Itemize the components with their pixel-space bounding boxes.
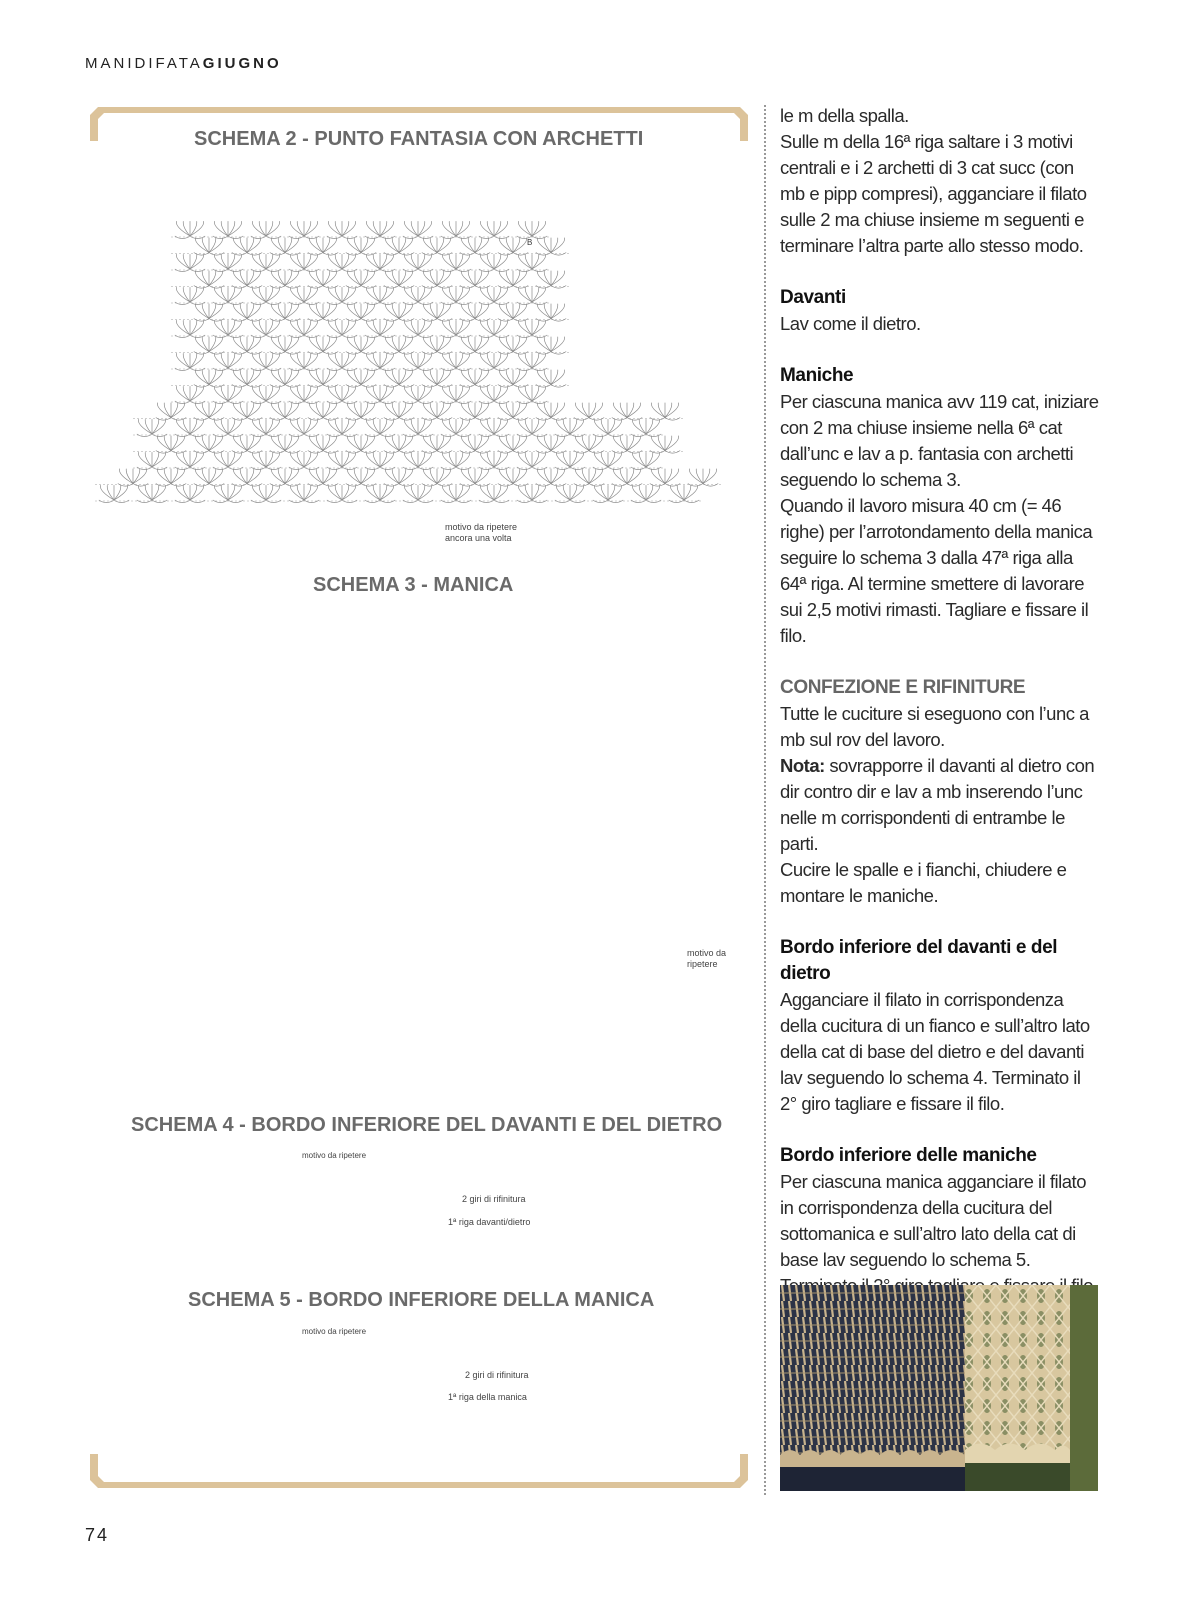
stitch-fan bbox=[251, 353, 281, 370]
stitch-fan bbox=[479, 452, 509, 469]
stitch-fan bbox=[308, 238, 338, 255]
stitch-fan bbox=[612, 403, 642, 420]
stitch-fan bbox=[346, 304, 376, 321]
stitch-fan bbox=[384, 304, 414, 321]
crochet-detail-photo bbox=[780, 1285, 1098, 1491]
stitch-fan bbox=[479, 485, 509, 502]
stitch-fan bbox=[536, 469, 566, 486]
stitch-fan bbox=[384, 337, 414, 354]
stitch-fan bbox=[232, 403, 262, 420]
stitch-fan bbox=[574, 469, 604, 486]
bottom-frame-bracket bbox=[84, 1450, 754, 1490]
stitch-fan bbox=[251, 287, 281, 304]
stitch-fan bbox=[99, 485, 129, 502]
stitch-fan bbox=[175, 287, 205, 304]
schema4-chart bbox=[280, 1150, 460, 1240]
stitch-fan bbox=[384, 271, 414, 288]
stitch-fan bbox=[536, 436, 566, 453]
stitch-fan bbox=[270, 337, 300, 354]
stitch-fan bbox=[650, 469, 680, 486]
stitch-fan bbox=[270, 271, 300, 288]
stitch-fan bbox=[479, 353, 509, 370]
stitch-fan bbox=[403, 419, 433, 436]
stitch-fan bbox=[175, 419, 205, 436]
stitch-fan bbox=[194, 436, 224, 453]
stitch-fan bbox=[517, 254, 547, 271]
schema4-title: SCHEMA 4 - BORDO INFERIORE DEL DAVANTI E DEL DIETRO bbox=[131, 1114, 723, 1136]
stitch-fan bbox=[232, 337, 262, 354]
stitch-fan bbox=[384, 370, 414, 387]
schema3-title: SCHEMA 3 - MANICA bbox=[313, 574, 514, 596]
stitch-fan bbox=[346, 238, 376, 255]
stitch-fan bbox=[498, 403, 528, 420]
stitch-fan bbox=[517, 419, 547, 436]
stitch-fan bbox=[498, 337, 528, 354]
stitch-fan bbox=[175, 320, 205, 337]
stitch-fan bbox=[213, 419, 243, 436]
stitch-fan bbox=[289, 320, 319, 337]
stitch-fan bbox=[441, 485, 471, 502]
stitch-fan bbox=[194, 469, 224, 486]
stitch-fan bbox=[175, 452, 205, 469]
stitch-fan bbox=[422, 469, 452, 486]
stitch-fan bbox=[441, 287, 471, 304]
stitch-fan bbox=[156, 436, 186, 453]
stitch-fan bbox=[251, 419, 281, 436]
stitch-fan bbox=[517, 221, 547, 238]
stitch-fan bbox=[555, 452, 585, 469]
stitch-fan bbox=[327, 485, 357, 502]
stitch-fan bbox=[232, 304, 262, 321]
stitch-fan bbox=[517, 287, 547, 304]
stitch-fan bbox=[441, 320, 471, 337]
stitch-fan bbox=[574, 403, 604, 420]
stitch-fan bbox=[574, 436, 604, 453]
stitch-fan bbox=[460, 337, 490, 354]
schema2-chart bbox=[85, 170, 735, 525]
issue-month: GIUGNO bbox=[202, 55, 282, 72]
schema2-repeat-note bbox=[445, 522, 517, 544]
stitch-fan bbox=[194, 271, 224, 288]
stitch-fan bbox=[346, 271, 376, 288]
schema2-repeat-note-line2: ancora una volta bbox=[445, 533, 512, 543]
stitch-fan bbox=[498, 370, 528, 387]
stitch-fan bbox=[460, 403, 490, 420]
stitch-fan bbox=[194, 238, 224, 255]
stitch-fan bbox=[308, 436, 338, 453]
stitch-fan bbox=[232, 436, 262, 453]
maniche-text2: Quando il lavoro misura 40 cm (= 46 righe) per l’arrotondamento della manica seguire lo schema 3 dalla 47ª riga alla 64ª riga. Al termine smettere di lavorare sui 2,5 motivi rimasti. Tagliare e fissare il filo. bbox=[780, 495, 1093, 646]
stitch-fan bbox=[650, 436, 680, 453]
stitch-fan bbox=[213, 221, 243, 238]
stitch-fan bbox=[365, 452, 395, 469]
stitch-fan bbox=[137, 419, 167, 436]
stitch-fan bbox=[289, 485, 319, 502]
stitch-fan bbox=[327, 353, 357, 370]
stitch-fan bbox=[498, 238, 528, 255]
cucire-text: Cucire le spalle e i fianchi, chiudere e montare le maniche. bbox=[780, 859, 1067, 906]
nota-paragraph bbox=[780, 753, 1100, 857]
column-divider bbox=[764, 105, 766, 1495]
stitch-fan bbox=[175, 254, 205, 271]
stitch-fan bbox=[365, 353, 395, 370]
stitch-fan bbox=[308, 304, 338, 321]
instructions-p2: Sulle m della 16ª riga saltare i 3 motivi centrali e i 2 archetti di 3 cat succ (con mb e pipp compresi), agganciare il filato sulle 2 ma chiuse insieme m seguenti e terminare l’altra parte allo stesso modo. bbox=[780, 131, 1087, 256]
stitch-fan bbox=[251, 221, 281, 238]
stitch-fan bbox=[479, 221, 509, 238]
stitch-fan bbox=[156, 469, 186, 486]
stitch-fan bbox=[479, 254, 509, 271]
stitch-fan bbox=[422, 304, 452, 321]
stitch-fan bbox=[517, 485, 547, 502]
nota-text: sovrapporre il davanti al dietro con dir contro dir e lav a mb inserendo l’unc nelle m corrispondenti di entrambe le parti. bbox=[780, 755, 1095, 854]
stitch-fan bbox=[213, 452, 243, 469]
stitch-fan bbox=[346, 469, 376, 486]
stitch-fan bbox=[213, 287, 243, 304]
maniche-text1: Per ciascuna manica avv 119 cat, iniziare con 2 ma chiuse insieme nella 6ª cat dall’unc e lav a p. fantasia con archetti seguendo lo schema 3. bbox=[780, 391, 1099, 490]
stitch-fan bbox=[555, 419, 585, 436]
stitch-fan bbox=[479, 287, 509, 304]
stitch-fan bbox=[403, 221, 433, 238]
bordo-maniche-title: Bordo inferiore delle maniche bbox=[780, 1145, 1037, 1166]
stitch-fan bbox=[498, 304, 528, 321]
stitch-fan bbox=[593, 485, 623, 502]
stitch-fan bbox=[479, 419, 509, 436]
stitch-fan bbox=[289, 287, 319, 304]
davanti-text: Lav come il dietro. bbox=[780, 313, 921, 334]
stitch-fan bbox=[555, 485, 585, 502]
stitch-fan bbox=[593, 452, 623, 469]
stitch-fan bbox=[251, 452, 281, 469]
stitch-fan bbox=[403, 287, 433, 304]
stitch-fan bbox=[422, 271, 452, 288]
stitch-fan bbox=[365, 320, 395, 337]
stitch-fan bbox=[289, 221, 319, 238]
stitch-fan bbox=[327, 320, 357, 337]
stitch-fan bbox=[422, 238, 452, 255]
stitch-fan bbox=[327, 386, 357, 403]
nota-label: Nota: bbox=[780, 755, 825, 776]
stitch-fan bbox=[631, 419, 661, 436]
stitch-fan bbox=[441, 254, 471, 271]
stitch-fan bbox=[498, 436, 528, 453]
stitch-fan bbox=[384, 403, 414, 420]
stitch-fan bbox=[175, 353, 205, 370]
schema3-repeat-note-line2: ripetere bbox=[687, 959, 718, 969]
stitch-fan bbox=[403, 254, 433, 271]
stitch-fan bbox=[422, 403, 452, 420]
stitch-fan bbox=[460, 238, 490, 255]
stitch-fan bbox=[517, 320, 547, 337]
stitch-fan bbox=[384, 238, 414, 255]
stitch-fan bbox=[213, 386, 243, 403]
stitch-fan bbox=[308, 403, 338, 420]
stitch-fan bbox=[327, 452, 357, 469]
stitch-fan bbox=[327, 287, 357, 304]
instructions-p1: le m della spalla. bbox=[780, 105, 909, 126]
stitch-fan bbox=[270, 403, 300, 420]
stitch-fan bbox=[441, 353, 471, 370]
stitch-fan bbox=[251, 386, 281, 403]
stitch-fan bbox=[137, 452, 167, 469]
stitch-fan bbox=[232, 238, 262, 255]
stitch-fan bbox=[422, 370, 452, 387]
stitch-fan bbox=[441, 452, 471, 469]
schema2-repeat-note-line1: motivo da ripetere bbox=[445, 522, 518, 532]
magazine-header bbox=[85, 55, 282, 72]
stitch-fan bbox=[536, 337, 566, 354]
stitch-fan bbox=[194, 370, 224, 387]
stitch-fan bbox=[194, 403, 224, 420]
stitch-fan bbox=[308, 271, 338, 288]
stitch-fan bbox=[536, 271, 566, 288]
schema3-repeat-note-line1: motivo da bbox=[687, 948, 727, 958]
stitch-fan bbox=[479, 386, 509, 403]
confezione-text: Tutte le cuciture si eseguono con l’unc a mb sul rov del lavoro. bbox=[780, 703, 1089, 750]
stitch-fan bbox=[327, 419, 357, 436]
schema5-label-row1: 1ª riga della manica bbox=[448, 1392, 527, 1402]
stitch-fan bbox=[460, 469, 490, 486]
stitch-fan bbox=[308, 337, 338, 354]
stitch-fan bbox=[441, 419, 471, 436]
stitch-fan bbox=[631, 485, 661, 502]
stitch-fan bbox=[536, 370, 566, 387]
stitch-fan bbox=[232, 271, 262, 288]
stitch-fan bbox=[422, 436, 452, 453]
stitch-fan bbox=[346, 436, 376, 453]
stitch-fan bbox=[460, 436, 490, 453]
stitch-fan bbox=[403, 386, 433, 403]
stitch-fan bbox=[308, 370, 338, 387]
stitch-fan bbox=[289, 254, 319, 271]
stitch-fan bbox=[365, 419, 395, 436]
stitch-fan bbox=[498, 469, 528, 486]
stitch-fan bbox=[498, 271, 528, 288]
stitch-fan bbox=[251, 254, 281, 271]
stitch-fan bbox=[365, 386, 395, 403]
stitch-fan bbox=[289, 452, 319, 469]
stitch-fan bbox=[327, 221, 357, 238]
instructions-column bbox=[780, 103, 1100, 1299]
stitch-fan bbox=[612, 469, 642, 486]
stitch-fan bbox=[251, 320, 281, 337]
stitch-fan bbox=[270, 304, 300, 321]
magazine-name: MANIDIFATA bbox=[85, 55, 203, 72]
stitch-fan bbox=[365, 254, 395, 271]
stitch-fan bbox=[213, 353, 243, 370]
bordo-davanti-title: Bordo inferiore del davanti e del dietro bbox=[780, 937, 1058, 984]
schema4-repeat-label: motivo da ripetere bbox=[302, 1151, 367, 1160]
stitch-fan bbox=[384, 469, 414, 486]
schema5-label-rounds: 2 giri di rifinitura bbox=[465, 1370, 529, 1380]
stitch-fan bbox=[270, 436, 300, 453]
stitch-fan bbox=[251, 485, 281, 502]
stitch-fan bbox=[327, 254, 357, 271]
stitch-fan bbox=[403, 353, 433, 370]
stitch-fan bbox=[688, 469, 718, 486]
stitch-fan bbox=[289, 386, 319, 403]
stitch-fan bbox=[213, 485, 243, 502]
stitch-fan bbox=[403, 320, 433, 337]
stitch-fan bbox=[346, 370, 376, 387]
stitch-fan bbox=[289, 419, 319, 436]
stitch-fan bbox=[232, 370, 262, 387]
stitch-fan bbox=[118, 469, 148, 486]
stitch-fan bbox=[650, 403, 680, 420]
schema5-repeat-label: motivo da ripetere bbox=[302, 1327, 367, 1336]
stitch-fan bbox=[441, 221, 471, 238]
stitch-fan bbox=[194, 304, 224, 321]
page-number: 74 bbox=[85, 1525, 110, 1545]
stitch-fan bbox=[403, 485, 433, 502]
stitch-fan bbox=[308, 469, 338, 486]
stitch-fan bbox=[270, 238, 300, 255]
stitch-fan bbox=[137, 485, 167, 502]
schema3-chart bbox=[100, 612, 740, 1082]
schema5-title: SCHEMA 5 - BORDO INFERIORE DELLA MANICA bbox=[188, 1289, 655, 1311]
stitch-fan bbox=[403, 452, 433, 469]
stitch-fan bbox=[669, 485, 699, 502]
schema4-label-row1: 1ª riga davanti/dietro bbox=[448, 1217, 531, 1227]
maniche-title: Maniche bbox=[780, 365, 854, 386]
stitch-fan bbox=[460, 271, 490, 288]
stitch-fan bbox=[156, 403, 186, 420]
stitch-fan bbox=[289, 353, 319, 370]
stitch-fan bbox=[175, 485, 205, 502]
confezione-title: CONFEZIONE E RIFINITURE bbox=[780, 677, 1026, 698]
stitch-fan bbox=[460, 304, 490, 321]
stitch-fan bbox=[365, 221, 395, 238]
bordo-davanti-text: Agganciare il filato in corrispondenza della cucitura di un fianco e sull’altro lato della cat di base del dietro e del davanti lav seguendo lo schema 4. Terminato il 2° giro tagliare e fissare il filo. bbox=[780, 989, 1090, 1114]
stitch-fan bbox=[175, 221, 205, 238]
schema2-title: SCHEMA 2 - PUNTO FANTASIA CON ARCHETTI bbox=[194, 128, 644, 150]
stitch-fan bbox=[460, 370, 490, 387]
stitch-fan bbox=[422, 337, 452, 354]
stitch-fan bbox=[346, 337, 376, 354]
stitch-fan bbox=[441, 386, 471, 403]
stitch-fan bbox=[213, 254, 243, 271]
stitch-fan bbox=[270, 370, 300, 387]
davanti-title: Davanti bbox=[780, 287, 846, 308]
stitch-fan bbox=[232, 469, 262, 486]
stitch-fan bbox=[479, 320, 509, 337]
stitch-fan bbox=[384, 436, 414, 453]
schema2-point-b: B bbox=[527, 238, 533, 247]
stitch-fan bbox=[517, 386, 547, 403]
schema4-label-rounds: 2 giri di rifinitura bbox=[462, 1194, 526, 1204]
schema3-repeat-note bbox=[687, 948, 726, 970]
stitch-fan bbox=[536, 238, 566, 255]
stitch-fan bbox=[365, 485, 395, 502]
stitch-fan bbox=[270, 469, 300, 486]
stitch-fan bbox=[593, 419, 623, 436]
stitch-fan bbox=[631, 452, 661, 469]
stitch-fan bbox=[517, 452, 547, 469]
stitch-fan bbox=[517, 353, 547, 370]
stitch-fan bbox=[365, 287, 395, 304]
schema5-chart bbox=[280, 1325, 460, 1415]
stitch-fan bbox=[175, 386, 205, 403]
stitch-fan bbox=[194, 337, 224, 354]
stitch-fan bbox=[213, 320, 243, 337]
bordo-maniche-text: Per ciascuna manica agganciare il filato in corrispondenza della cucitura del sottomanica e sull’altro lato della cat di base lav seguendo lo schema 5. bbox=[780, 1171, 1086, 1270]
stitch-fan bbox=[536, 304, 566, 321]
stitch-fan bbox=[346, 403, 376, 420]
stitch-fan bbox=[612, 436, 642, 453]
stitch-fan bbox=[536, 403, 566, 420]
